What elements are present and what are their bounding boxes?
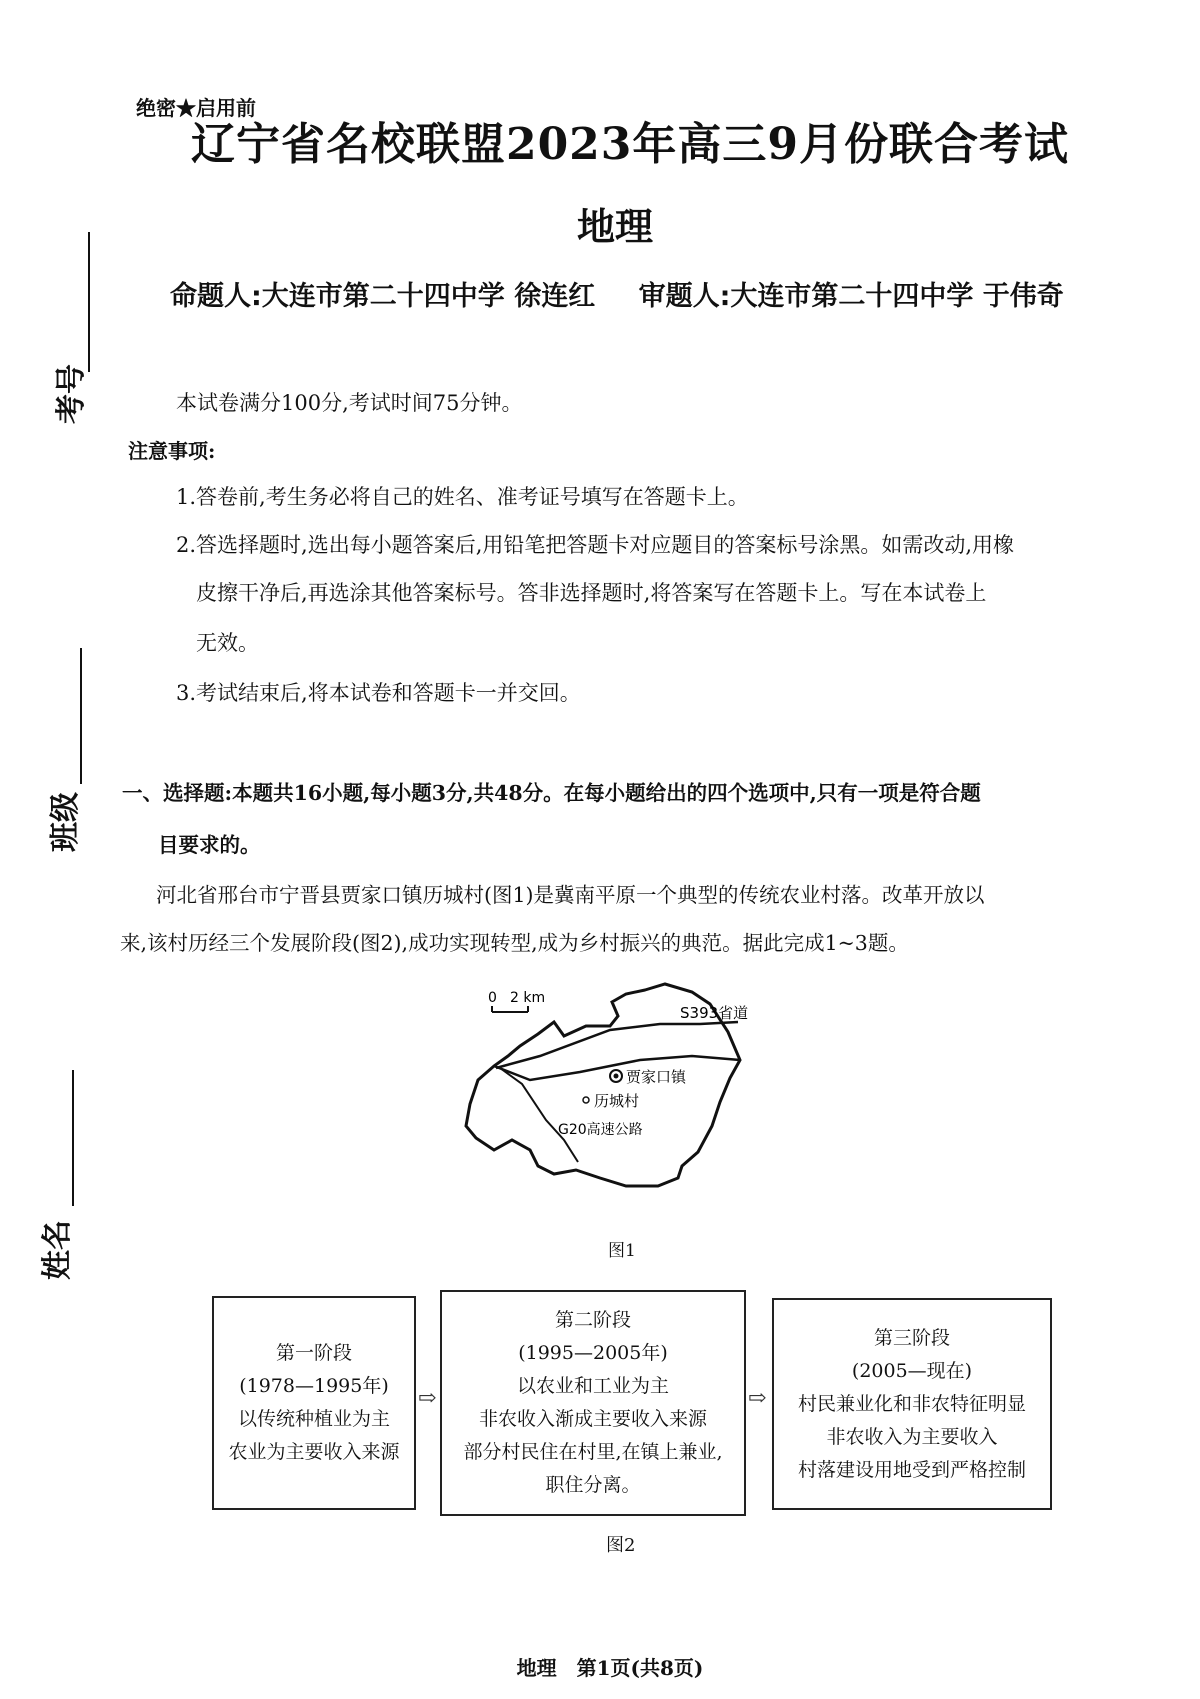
stage-line: 村落建设用地受到严格控制 [797,1458,1026,1481]
name-label: 姓名 [40,1220,75,1280]
section-heading: 一、选择题:本题共16小题,每小题3分,共48分。在每小题给出的四个选项中,只有一项是符合题 [122,781,981,805]
stage-1-box [212,1296,416,1510]
passage-text: 河北省邢台市宁晋县贾家口镇历城村(图1)是冀南平原一个典型的传统农业村落。改革开放以 [156,883,985,907]
setter-text: 命题人:大连市第二十四中学 徐连红 [170,281,596,312]
stage-period: (1995—2005年) [518,1342,668,1364]
notes-heading: 注意事项: [128,439,216,463]
arrow-icon: ⇨ [418,1386,437,1411]
name-line [72,1070,74,1206]
stage-2-box [440,1290,746,1516]
reviewer-text: 审题人:大连市第二十四中学 于伟奇 [638,281,1064,312]
local-road [500,1068,578,1162]
arrow-icon: ⇨ [748,1386,767,1411]
village-icon [583,1097,589,1103]
stage-period: (1978—1995年) [239,1375,389,1397]
note-item: 3.考试结束后,将本试卷和答题卡一并交回。 [176,681,581,705]
stage-line: 村民兼业化和非农特征明显 [797,1392,1026,1415]
scale-zero: 0 [488,990,497,1006]
figure2-caption: 图2 [606,1535,636,1556]
intro-text: 本试卷满分100分,考试时间75分钟。 [176,391,523,415]
town-icon-dot [614,1074,619,1079]
stage-3-box [772,1298,1052,1510]
stage-line: 职住分离。 [545,1474,641,1496]
note-item: 无效。 [196,631,259,655]
passage-text: 来,该村历经三个发展阶段(图2),成功实现转型,成为乡村振兴的典范。据此完成1~3题。 [120,931,909,955]
note-item: 2.答选择题时,选出每小题答案后,用铅笔把答题卡对应题目的答案标号涂黑。如需改动,用橡 [176,533,1015,557]
village-label: 历城村 [594,1092,640,1110]
confidential-label: 绝密★启用前 [136,96,256,120]
stage-title: 第三阶段 [873,1326,950,1349]
stage-line: 以传统种植业为主 [237,1408,390,1430]
stage-line: 农业为主要收入来源 [228,1441,400,1463]
stage-line: 以农业和工业为主 [516,1375,669,1397]
stage-period: (2005—现在) [851,1359,973,1382]
s393-road [496,1022,738,1068]
exam-title: 辽宁省名校联盟2023年高三9月份联合考试 [190,119,1070,170]
exam-no-line [88,232,90,372]
class-line [80,648,82,784]
s393-label: S393省道 [680,1004,749,1022]
map-svg [460,980,800,1225]
authors-line [170,274,1064,313]
stage-line: 非农收入渐成主要收入来源 [478,1408,707,1430]
stage-title: 第二阶段 [554,1309,631,1331]
scale-label: 2 km [510,990,546,1006]
figure1-caption: 图1 [608,1241,636,1261]
class-label: 班级 [48,792,83,852]
g20-label: G20高速公路 [558,1122,643,1138]
section-heading-cont: 目要求的。 [158,833,261,857]
page-footer: 地理 第1页(共8页) [516,1656,704,1680]
note-item: 皮擦干净后,再选涂其他答案标号。答非选择题时,将答案写在答题卡上。写在本试卷上 [196,581,987,605]
subject-title: 地理 [576,204,653,249]
stage-line: 部分村民住在村里,在镇上兼业, [463,1441,723,1463]
exam-no-label: 考号 [54,364,89,424]
figure1-map [460,980,800,1225]
stage-line: 非农收入为主要收入 [826,1425,998,1448]
note-item: 1.答卷前,考生务必将自己的姓名、准考证号填写在答题卡上。 [176,485,749,509]
stage-title: 第一阶段 [275,1342,352,1364]
town-label: 贾家口镇 [626,1068,687,1086]
